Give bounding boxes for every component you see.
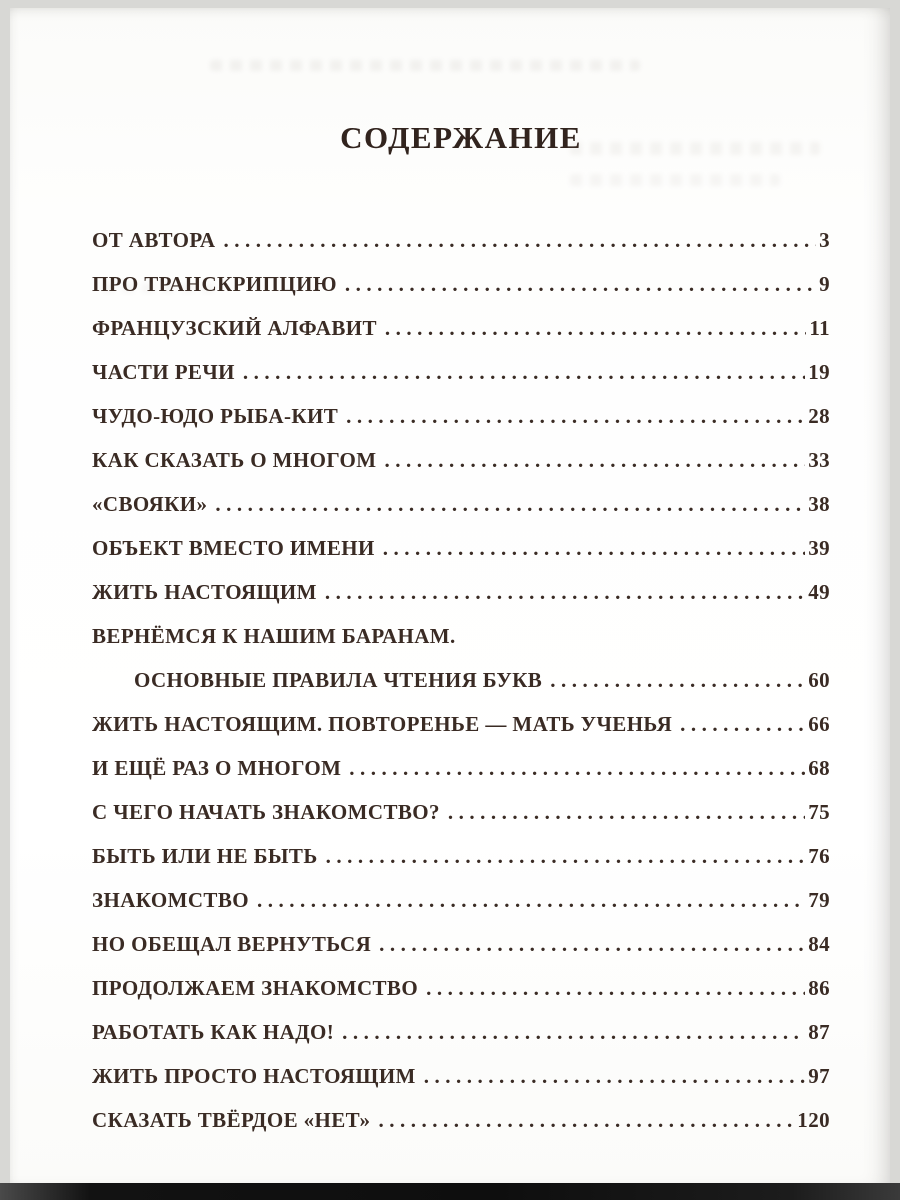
dot-leader [385,438,806,482]
toc-entry [92,526,830,570]
toc-entry-page-number: 68 [808,756,830,780]
dot-leader [426,966,805,1010]
toc-entry-label-line2: ОСНОВНЫЕ ПРАВИЛА ЧТЕНИЯ БУКВ [134,668,543,692]
toc-entry-line [92,922,830,966]
toc-entry [92,702,830,746]
toc-entry-label: РАБОТАТЬ КАК НАДО! [92,1020,335,1044]
toc-entry-label: И ЕЩЁ РАЗ О МНОГОМ [92,756,342,780]
toc-entry-page-number: 120 [797,1108,830,1132]
toc-entry-label: ЖИТЬ ПРОСТО НАСТОЯЩИМ [92,1064,416,1088]
toc-entry-label: ЧУДО-ЮДО РЫБА-КИТ [92,404,339,428]
toc-entry-page-number: 84 [808,932,830,956]
toc-entry [92,878,830,922]
dot-leader [378,1098,794,1142]
toc-entry-line [92,746,830,790]
toc-entry [92,746,830,790]
dot-leader [349,746,805,790]
toc-entry [92,1098,830,1142]
toc-entry [92,1010,830,1054]
toc-list [92,218,830,1142]
dot-leader [257,878,805,922]
dot-leader [424,1054,805,1098]
toc-entry-page-number: 3 [819,228,830,252]
page-title: СОДЕРЖАНИЕ [340,120,582,155]
toc-entry-line [92,614,830,658]
toc-entry-line [92,834,830,878]
toc-entry-page-number: 75 [808,800,830,824]
toc-entry-label: КАК СКАЗАТЬ О МНОГОМ [92,448,377,472]
toc-entry-page-number: 28 [808,404,830,428]
toc-entry-label: ВЕРНЁМСЯ К НАШИМ БАРАНАМ. [92,624,456,648]
dot-leader [215,482,805,526]
toc-entry [92,438,830,482]
toc-entry-label: ЧАСТИ РЕЧИ [92,360,235,384]
dot-leader [342,1010,805,1054]
dot-leader [550,658,805,702]
toc-entry-label: ЖИТЬ НАСТОЯЩИМ. ПОВТОРЕНЬЕ — МАТЬ УЧЕНЬЯ [92,712,673,736]
toc-entry-line [92,966,830,1010]
toc-entry-line [92,570,830,614]
dot-leader [385,306,806,350]
dot-leader [223,218,816,262]
dot-leader [346,394,805,438]
toc-entry-line [92,1010,830,1054]
toc-entry [92,614,830,702]
toc-entry-page-number: 60 [808,668,830,692]
toc-entry-line [92,262,830,306]
toc-entry-page-number: 76 [808,844,830,868]
toc-entry [92,966,830,1010]
book-bottom-edge [0,1183,900,1200]
toc-entry-line [92,702,830,746]
dot-leader [326,834,806,878]
dot-leader [345,262,816,306]
toc-entry-page-number: 49 [808,580,830,604]
dot-leader [243,350,805,394]
toc-entry-label: ФРАНЦУЗСКИЙ АЛФАВИТ [92,316,377,340]
toc-entry-line [92,218,830,262]
toc-entry-page-number: 33 [808,448,830,472]
book-page [10,8,890,1184]
toc-entry-label: «СВОЯКИ» [92,492,208,516]
toc-entry [92,350,830,394]
toc-entry-line [92,878,830,922]
toc-entry [92,1054,830,1098]
toc-entry [92,570,830,614]
toc-entry-label: С ЧЕГО НАЧАТЬ ЗНАКОМСТВО? [92,800,440,824]
toc-entry-page-number: 86 [808,976,830,1000]
toc-entry-line-continued [92,658,830,702]
dot-leader [680,702,805,746]
toc-entry-line [92,438,830,482]
dot-leader [325,570,805,614]
toc-entry-line [92,790,830,834]
toc-entry-page-number: 97 [808,1064,830,1088]
toc-entry [92,482,830,526]
toc-entry-label: ЖИТЬ НАСТОЯЩИМ [92,580,317,604]
toc-entry-page-number: 11 [809,316,830,340]
toc-entry-label: ЗНАКОМСТВО [92,888,249,912]
dot-leader [383,526,805,570]
toc-entry-label: НО ОБЕЩАЛ ВЕРНУТЬСЯ [92,932,372,956]
toc-entry-label: БЫТЬ ИЛИ НЕ БЫТЬ [92,844,318,868]
show-through-artifact [570,174,780,186]
toc-entry-label: ОТ АВТОРА [92,228,216,252]
toc-entry [92,262,830,306]
toc-entry-page-number: 87 [808,1020,830,1044]
toc-entry-page-number: 9 [819,272,830,296]
show-through-artifact [210,60,640,71]
toc-entry-page-number: 66 [808,712,830,736]
toc-entry [92,922,830,966]
toc-entry [92,834,830,878]
toc-entry-label: СКАЗАТЬ ТВЁРДОЕ «НЕТ» [92,1108,371,1132]
toc-entry [92,218,830,262]
toc-entry [92,394,830,438]
toc-entry-line [92,482,830,526]
dot-leader [448,790,805,834]
dot-leader [379,922,805,966]
toc-entry-line [92,1098,830,1142]
toc-entry-page-number: 79 [808,888,830,912]
toc-entry-page-number: 19 [808,360,830,384]
toc-entry-label: ПРО ТРАНСКРИПЦИЮ [92,272,337,296]
toc-entry [92,306,830,350]
toc-entry-line [92,394,830,438]
toc-entry [92,790,830,834]
toc-entry-page-number: 39 [808,536,830,560]
toc-entry-label: ПРОДОЛЖАЕМ ЗНАКОМСТВО [92,976,419,1000]
toc-entry-label: ОБЪЕКТ ВМЕСТО ИМЕНИ [92,536,375,560]
toc-entry-line [92,1054,830,1098]
toc-entry-line [92,526,830,570]
toc-entry-line [92,350,830,394]
toc-entry-line [92,306,830,350]
toc-entry-page-number: 38 [808,492,830,516]
